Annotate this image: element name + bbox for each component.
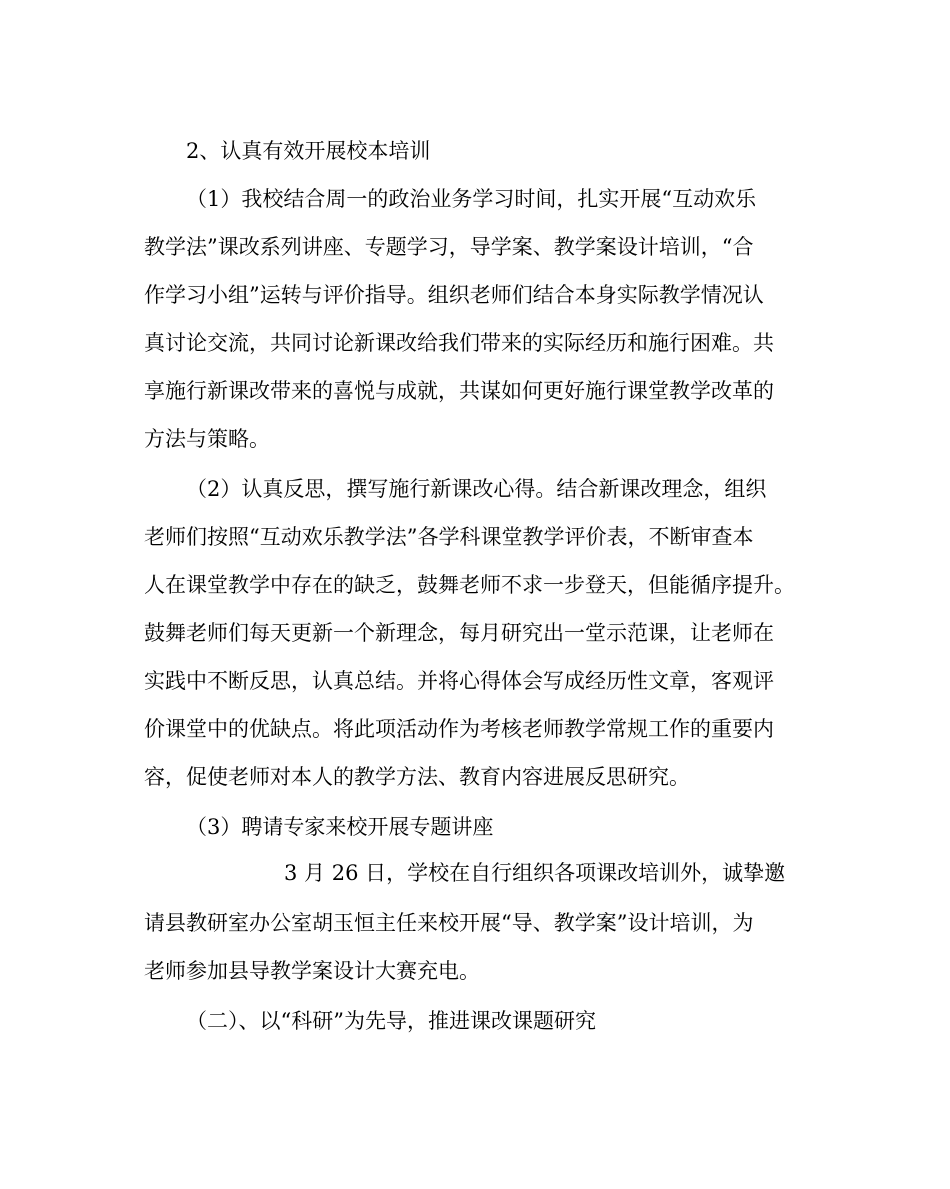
paragraph-line: 实践中不断反思，认真总结。并将心得体会写成经历性文章，客观评 — [144, 669, 774, 693]
paragraph-line: 享施行新课改带来的喜悦与成就，共谋如何更好施行课堂教学改革的 — [144, 379, 774, 403]
paragraph-line: 真讨论交流，共同讨论新课改给我们带来的实际经历和施行困难。共 — [144, 331, 774, 355]
paragraph-line: 鼓舞老师们每天更新一个新理念，每月研究出一堂示范课，让老师在 — [144, 621, 774, 645]
paragraph-line: 作学习小组”运转与评价指导。组织老师们结合本身实际教学情况认 — [144, 283, 764, 307]
paragraph-line: 老师们按照“互动欢乐教学法”各学科课堂教学评价表，不断审查本 — [144, 525, 754, 549]
paragraph-line: 教学法”课改系列讲座、专题学习，导学案、教学案设计培训，“合 — [144, 235, 754, 259]
sub-heading: （3）聘请专家来校开展专题讲座 — [186, 815, 494, 839]
paragraph-line: （2）认真反思，撰写施行新课改心得。结合新课改理念，组织 — [186, 477, 767, 501]
paragraph-line: 人在课堂教学中存在的缺乏，鼓舞老师不求一步登天，但能循序提升。 — [144, 573, 795, 597]
paragraph-line: 3 月 26 日，学校在自行组织各项课改培训外，诚挚邀 — [284, 861, 786, 885]
paragraph-line: 价课堂中的优缺点。将此项活动作为考核老师教学常规工作的重要内 — [144, 717, 774, 741]
section-heading: （二）、以“科研”为先导，推进课改课题研究 — [186, 1009, 596, 1033]
paragraph-line: 容，促使老师对本人的教学方法、教育内容进展反思研究。 — [144, 765, 690, 789]
paragraph-line: （1）我校结合周一的政治业务学习时间，扎实开展“互动欢乐 — [186, 187, 757, 211]
paragraph-line: 老师参加县导教学案设计大赛充电。 — [144, 959, 480, 983]
paragraph-line: 请县教研室办公室胡玉恒主任来校开展“导、教学案”设计培训，为 — [144, 911, 754, 935]
section-heading: 2、认真有效开展校本培训 — [186, 139, 431, 163]
paragraph-line: 方法与策略。 — [144, 427, 270, 451]
